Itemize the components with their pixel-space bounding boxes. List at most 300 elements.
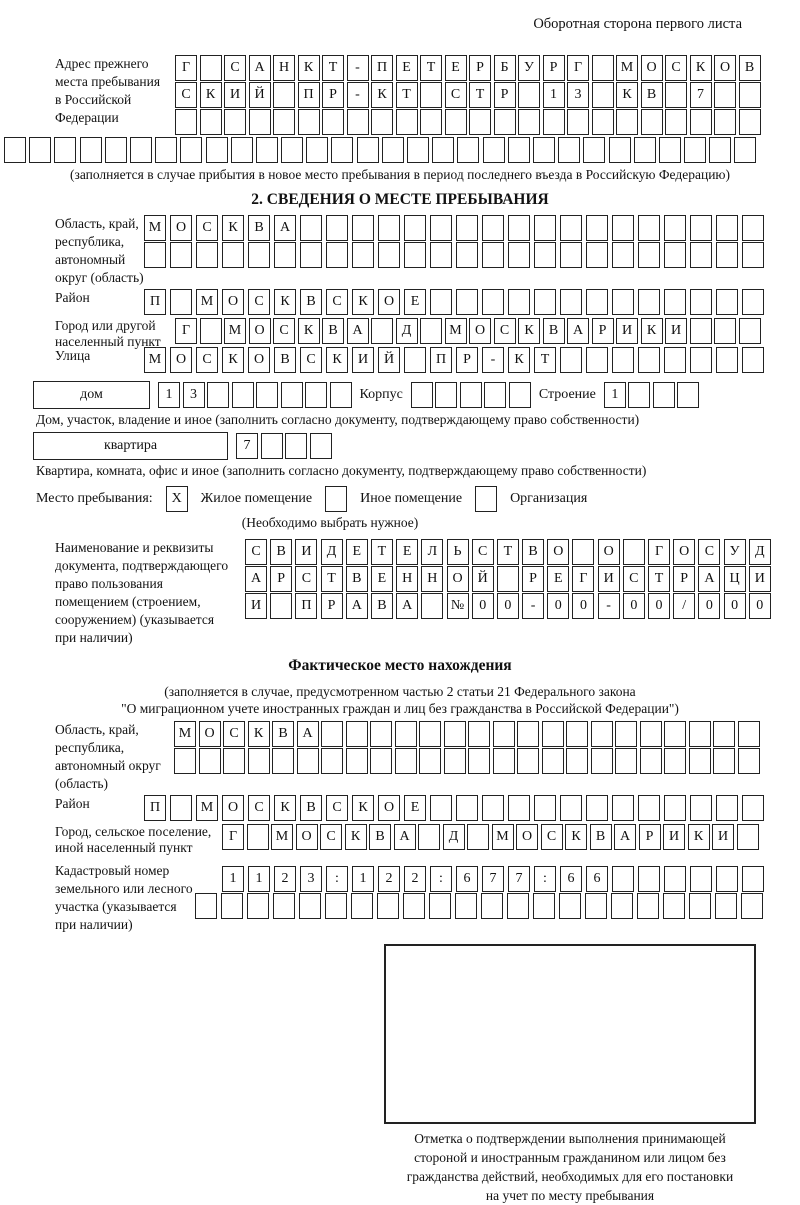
prev-address-label — [55, 55, 175, 127]
char-cell: О — [248, 347, 270, 373]
char-cell — [493, 748, 515, 774]
char-cell — [612, 795, 634, 821]
char-cell: Р — [469, 55, 491, 81]
char-cell — [507, 893, 529, 919]
char-cell — [460, 382, 482, 408]
char-cell: О — [378, 289, 400, 315]
char-cell — [739, 318, 761, 344]
char-cell: В — [270, 539, 292, 565]
char-cell: Т — [469, 82, 491, 108]
kadastr-row-2 — [195, 893, 800, 919]
char-cell: Т — [420, 55, 442, 81]
char-cell: С — [541, 824, 563, 850]
char-cell: 6 — [560, 866, 582, 892]
char-cell — [467, 824, 489, 850]
char-cell — [200, 55, 222, 81]
prev-address-block — [0, 55, 800, 136]
char-cell — [456, 215, 478, 241]
char-cell — [612, 215, 634, 241]
char-cell — [155, 137, 177, 163]
char-cell — [497, 566, 519, 592]
char-cell — [684, 137, 706, 163]
fact-gorod-block — [0, 824, 800, 856]
char-cell: У — [518, 55, 540, 81]
dom-row — [33, 381, 800, 409]
char-cell — [468, 721, 490, 747]
char-cell: 0 — [547, 593, 569, 619]
char-cell — [419, 721, 441, 747]
char-cell — [533, 137, 555, 163]
char-cell — [221, 893, 243, 919]
zhiloe-checkbox: X — [166, 486, 188, 512]
char-cell — [347, 109, 369, 135]
char-cell — [351, 893, 373, 919]
char-cell — [566, 748, 588, 774]
char-cell: С — [300, 347, 322, 373]
char-cell: - — [522, 593, 544, 619]
char-cell: Т — [321, 566, 343, 592]
char-cell — [232, 382, 254, 408]
label-line: в Российской — [55, 92, 132, 107]
label-line: участка (указывается — [55, 899, 177, 914]
char-cell — [518, 109, 540, 135]
label-line: сооружением) (указывается — [55, 612, 215, 627]
prev-address-row-2 — [175, 82, 800, 108]
char-cell: К — [222, 215, 244, 241]
label-line: Улица — [55, 348, 91, 363]
char-cell: 7 — [236, 433, 258, 459]
char-cell: Д — [443, 824, 465, 850]
char-cell — [200, 109, 222, 135]
char-cell: С — [273, 318, 295, 344]
char-cell — [742, 347, 764, 373]
char-cell: 7 — [508, 866, 530, 892]
oblast-block — [0, 215, 800, 287]
gorod-row — [175, 318, 761, 344]
label-line: при наличии) — [55, 917, 133, 932]
char-cell — [560, 215, 582, 241]
char-cell — [330, 382, 352, 408]
char-cell: Е — [346, 539, 368, 565]
char-cell — [300, 242, 322, 268]
fact-gorod-label — [55, 824, 222, 856]
char-cell: С — [326, 795, 348, 821]
char-cell: О — [673, 539, 695, 565]
char-cell: С — [326, 289, 348, 315]
kadastr-row-1 — [222, 866, 800, 892]
char-cell: Й — [378, 347, 400, 373]
char-cell: И — [616, 318, 638, 344]
char-cell — [29, 137, 51, 163]
char-cell: И — [663, 824, 685, 850]
char-cell: В — [346, 566, 368, 592]
char-cell — [457, 137, 479, 163]
char-cell: Г — [567, 55, 589, 81]
mesto-caption: (Необходимо выбрать нужное) — [241, 515, 419, 530]
char-cell — [716, 215, 738, 241]
ulitsa-label — [55, 347, 144, 365]
char-cell — [738, 721, 760, 747]
char-cell — [665, 82, 687, 108]
char-cell — [494, 109, 516, 135]
char-cell: С — [494, 318, 516, 344]
char-cell — [742, 289, 764, 315]
char-cell — [714, 109, 736, 135]
char-cell: Р — [322, 82, 344, 108]
prev-address-rows — [175, 55, 800, 136]
char-cell: И — [749, 566, 771, 592]
char-cell — [690, 318, 712, 344]
char-cell — [468, 748, 490, 774]
char-cell — [54, 137, 76, 163]
char-cell: С — [196, 347, 218, 373]
char-cell: С — [320, 824, 342, 850]
char-cell — [321, 721, 343, 747]
char-cell — [298, 109, 320, 135]
char-cell: В — [272, 721, 294, 747]
char-cell: 0 — [749, 593, 771, 619]
char-cell — [508, 137, 530, 163]
raion-label — [55, 289, 144, 307]
confirmation-block — [350, 944, 790, 1205]
char-cell: : — [326, 866, 348, 892]
char-cell: Т — [534, 347, 556, 373]
char-cell: - — [347, 82, 369, 108]
char-cell: Й — [249, 82, 271, 108]
char-cell — [170, 795, 192, 821]
label-line: право пользования — [55, 576, 163, 591]
char-cell — [689, 721, 711, 747]
char-cell — [404, 215, 426, 241]
char-cell: В — [369, 824, 391, 850]
section2-title: 2. СВЕДЕНИЯ О МЕСТЕ ПРЕБЫВАНИЯ — [251, 191, 549, 208]
char-cell: О — [378, 795, 400, 821]
char-cell — [560, 347, 582, 373]
char-cell — [200, 318, 222, 344]
inoe-label: Иное помещение — [360, 491, 463, 506]
char-cell — [628, 382, 650, 408]
char-cell: Н — [273, 55, 295, 81]
char-cell — [742, 242, 764, 268]
char-cell — [484, 382, 506, 408]
char-cell — [690, 347, 712, 373]
char-cell — [623, 539, 645, 565]
char-cell — [690, 109, 712, 135]
fact-caption-1: (заполняется в случае, предусмотренном частью 2 статьи 21 Федерального закона — [164, 684, 636, 699]
kadastr-block — [0, 862, 800, 934]
char-cell — [638, 347, 660, 373]
char-cell — [739, 82, 761, 108]
label-line: Район — [55, 796, 90, 811]
char-cell — [742, 795, 764, 821]
char-cell: К — [508, 347, 530, 373]
char-cell: В — [543, 318, 565, 344]
char-cell: М — [196, 289, 218, 315]
char-cell: П — [298, 82, 320, 108]
char-cell: Т — [396, 82, 418, 108]
char-cell — [370, 748, 392, 774]
char-cell — [404, 347, 426, 373]
char-cell — [533, 893, 555, 919]
char-cell: С — [248, 289, 270, 315]
char-cell — [534, 795, 556, 821]
char-cell — [586, 242, 608, 268]
confirmation-stamp-box — [384, 944, 756, 1124]
char-cell: И — [295, 539, 317, 565]
char-cell: М — [174, 721, 196, 747]
char-cell — [640, 721, 662, 747]
char-cell: Р — [522, 566, 544, 592]
char-cell — [638, 289, 660, 315]
char-cell — [664, 242, 686, 268]
char-cell: Р — [321, 593, 343, 619]
raion-block — [0, 289, 800, 316]
char-cell: В — [248, 215, 270, 241]
char-cell — [560, 795, 582, 821]
char-cell: А — [347, 318, 369, 344]
char-cell: Ь — [447, 539, 469, 565]
dom-box: дом — [33, 381, 150, 409]
char-cell — [715, 893, 737, 919]
char-cell: О — [170, 215, 192, 241]
char-cell: Е — [404, 795, 426, 821]
char-cell — [689, 748, 711, 774]
char-cell — [534, 242, 556, 268]
char-cell — [300, 215, 322, 241]
char-cell — [481, 893, 503, 919]
char-cell — [518, 82, 540, 108]
label-line: иной населенный пункт — [55, 840, 193, 855]
char-cell: О — [170, 347, 192, 373]
char-cell — [741, 893, 763, 919]
label-line: Наименование и реквизиты — [55, 540, 214, 555]
char-cell: Й — [472, 566, 494, 592]
char-cell — [716, 347, 738, 373]
char-cell — [281, 382, 303, 408]
oblast-row-2 — [144, 242, 800, 268]
char-cell: А — [346, 593, 368, 619]
gorod-block — [0, 318, 800, 350]
char-cell — [105, 137, 127, 163]
char-cell: В — [300, 289, 322, 315]
char-cell — [346, 748, 368, 774]
char-cell: И — [598, 566, 620, 592]
char-cell — [326, 215, 348, 241]
char-cell: В — [371, 593, 393, 619]
char-cell — [346, 721, 368, 747]
char-cell — [677, 382, 699, 408]
char-cell: С — [295, 566, 317, 592]
char-cell: 6 — [456, 866, 478, 892]
char-cell: К — [248, 721, 270, 747]
char-cell: 2 — [404, 866, 426, 892]
char-cell — [534, 289, 556, 315]
char-cell — [223, 748, 245, 774]
char-cell — [716, 795, 738, 821]
char-cell — [378, 242, 400, 268]
zhiloe-label: Жилое помещение — [200, 491, 313, 506]
char-cell — [321, 748, 343, 774]
char-cell — [508, 242, 530, 268]
char-cell — [144, 242, 166, 268]
char-cell: О — [447, 566, 469, 592]
char-cell — [638, 242, 660, 268]
label-line: стороной и иностранным гражданином или лицом без — [414, 1150, 726, 1165]
label-line: Федерации — [55, 110, 119, 125]
char-cell: П — [144, 795, 166, 821]
char-cell: 1 — [248, 866, 270, 892]
char-cell: 2 — [274, 866, 296, 892]
char-cell: Г — [175, 318, 197, 344]
char-cell — [559, 893, 581, 919]
char-cell: Е — [445, 55, 467, 81]
char-cell: Е — [371, 566, 393, 592]
char-cell: Д — [321, 539, 343, 565]
char-cell: 3 — [567, 82, 589, 108]
char-cell — [641, 109, 663, 135]
char-cell: Р — [592, 318, 614, 344]
char-cell: О — [469, 318, 491, 344]
char-cell: 0 — [623, 593, 645, 619]
char-cell: К — [565, 824, 587, 850]
char-cell: : — [534, 866, 556, 892]
char-cell — [247, 824, 269, 850]
char-cell — [378, 215, 400, 241]
char-cell — [371, 109, 393, 135]
char-cell — [420, 109, 442, 135]
char-cell — [543, 109, 565, 135]
char-cell — [664, 721, 686, 747]
char-cell: 0 — [648, 593, 670, 619]
fact-gorod-row — [222, 824, 759, 850]
char-cell: М — [224, 318, 246, 344]
char-cell: К — [326, 347, 348, 373]
char-cell: М — [144, 215, 166, 241]
char-cell: М — [271, 824, 293, 850]
char-cell — [664, 347, 686, 373]
char-cell: Л — [421, 539, 443, 565]
char-cell: К — [641, 318, 663, 344]
char-cell — [432, 137, 454, 163]
char-cell: - — [482, 347, 504, 373]
char-cell — [592, 109, 614, 135]
char-cell — [371, 318, 393, 344]
char-cell — [395, 721, 417, 747]
char-cell: С — [472, 539, 494, 565]
dom-cells — [158, 382, 352, 408]
ulitsa-block — [0, 347, 800, 374]
char-cell: И — [352, 347, 374, 373]
char-cell: К — [298, 55, 320, 81]
char-cell — [199, 748, 221, 774]
char-cell — [435, 382, 457, 408]
char-cell: В — [522, 539, 544, 565]
fact-title: Фактическое место нахождения — [288, 657, 512, 674]
char-cell: С — [623, 566, 645, 592]
char-cell: / — [673, 593, 695, 619]
char-cell — [690, 866, 712, 892]
label-line: Адрес прежнего — [55, 56, 149, 71]
char-cell: Р — [639, 824, 661, 850]
char-cell — [261, 433, 283, 459]
char-cell: В — [300, 795, 322, 821]
char-cell: С — [248, 795, 270, 821]
char-cell — [322, 109, 344, 135]
label-line: республика, — [55, 234, 125, 249]
char-cell — [247, 893, 269, 919]
char-cell: С — [665, 55, 687, 81]
char-cell — [325, 893, 347, 919]
char-cell — [690, 795, 712, 821]
char-cell: К — [688, 824, 710, 850]
char-cell — [592, 82, 614, 108]
char-cell: 7 — [690, 82, 712, 108]
oblast-row-1 — [144, 215, 800, 241]
label-line: при наличии) — [55, 630, 133, 645]
char-cell: О — [641, 55, 663, 81]
char-cell: А — [249, 55, 271, 81]
char-cell: 0 — [572, 593, 594, 619]
char-cell: 1 — [352, 866, 374, 892]
document-row-2 — [245, 566, 800, 592]
char-cell — [709, 137, 731, 163]
char-cell: Р — [494, 82, 516, 108]
organizatsiya-label: Организация — [510, 491, 588, 506]
char-cell — [612, 242, 634, 268]
char-cell — [429, 893, 451, 919]
char-cell — [663, 893, 685, 919]
kadastr-rows — [222, 866, 800, 920]
char-cell — [256, 382, 278, 408]
char-cell — [742, 866, 764, 892]
char-cell — [285, 433, 307, 459]
label-line: Отметка о подтверждении выполнения принимающей — [414, 1131, 726, 1146]
char-cell — [444, 721, 466, 747]
char-cell: К — [371, 82, 393, 108]
organizatsiya-checkbox — [475, 486, 497, 512]
char-cell: Н — [396, 566, 418, 592]
raion-row — [144, 289, 764, 315]
stroenie-label: Строение — [538, 387, 596, 402]
char-cell — [174, 748, 196, 774]
char-cell — [407, 137, 429, 163]
char-cell — [396, 109, 418, 135]
char-cell — [493, 721, 515, 747]
char-cell — [420, 82, 442, 108]
char-cell: Г — [175, 55, 197, 81]
char-cell — [249, 109, 271, 135]
char-cell: И — [224, 82, 246, 108]
char-cell — [542, 748, 564, 774]
char-cell — [80, 137, 102, 163]
char-cell — [586, 215, 608, 241]
char-cell — [612, 289, 634, 315]
kvartira-box: квартира — [33, 432, 228, 460]
char-cell: К — [298, 318, 320, 344]
char-cell: Е — [404, 289, 426, 315]
label-line: документа, подтверждающего — [55, 558, 229, 573]
char-cell — [196, 242, 218, 268]
char-cell: Р — [673, 566, 695, 592]
char-cell: К — [690, 55, 712, 81]
label-line: Область, край, — [55, 216, 139, 231]
char-cell: А — [394, 824, 416, 850]
char-cell — [509, 382, 531, 408]
char-cell: О — [249, 318, 271, 344]
char-cell: 0 — [472, 593, 494, 619]
document-row-3 — [245, 593, 800, 619]
korpus-label: Корпус — [359, 387, 403, 402]
